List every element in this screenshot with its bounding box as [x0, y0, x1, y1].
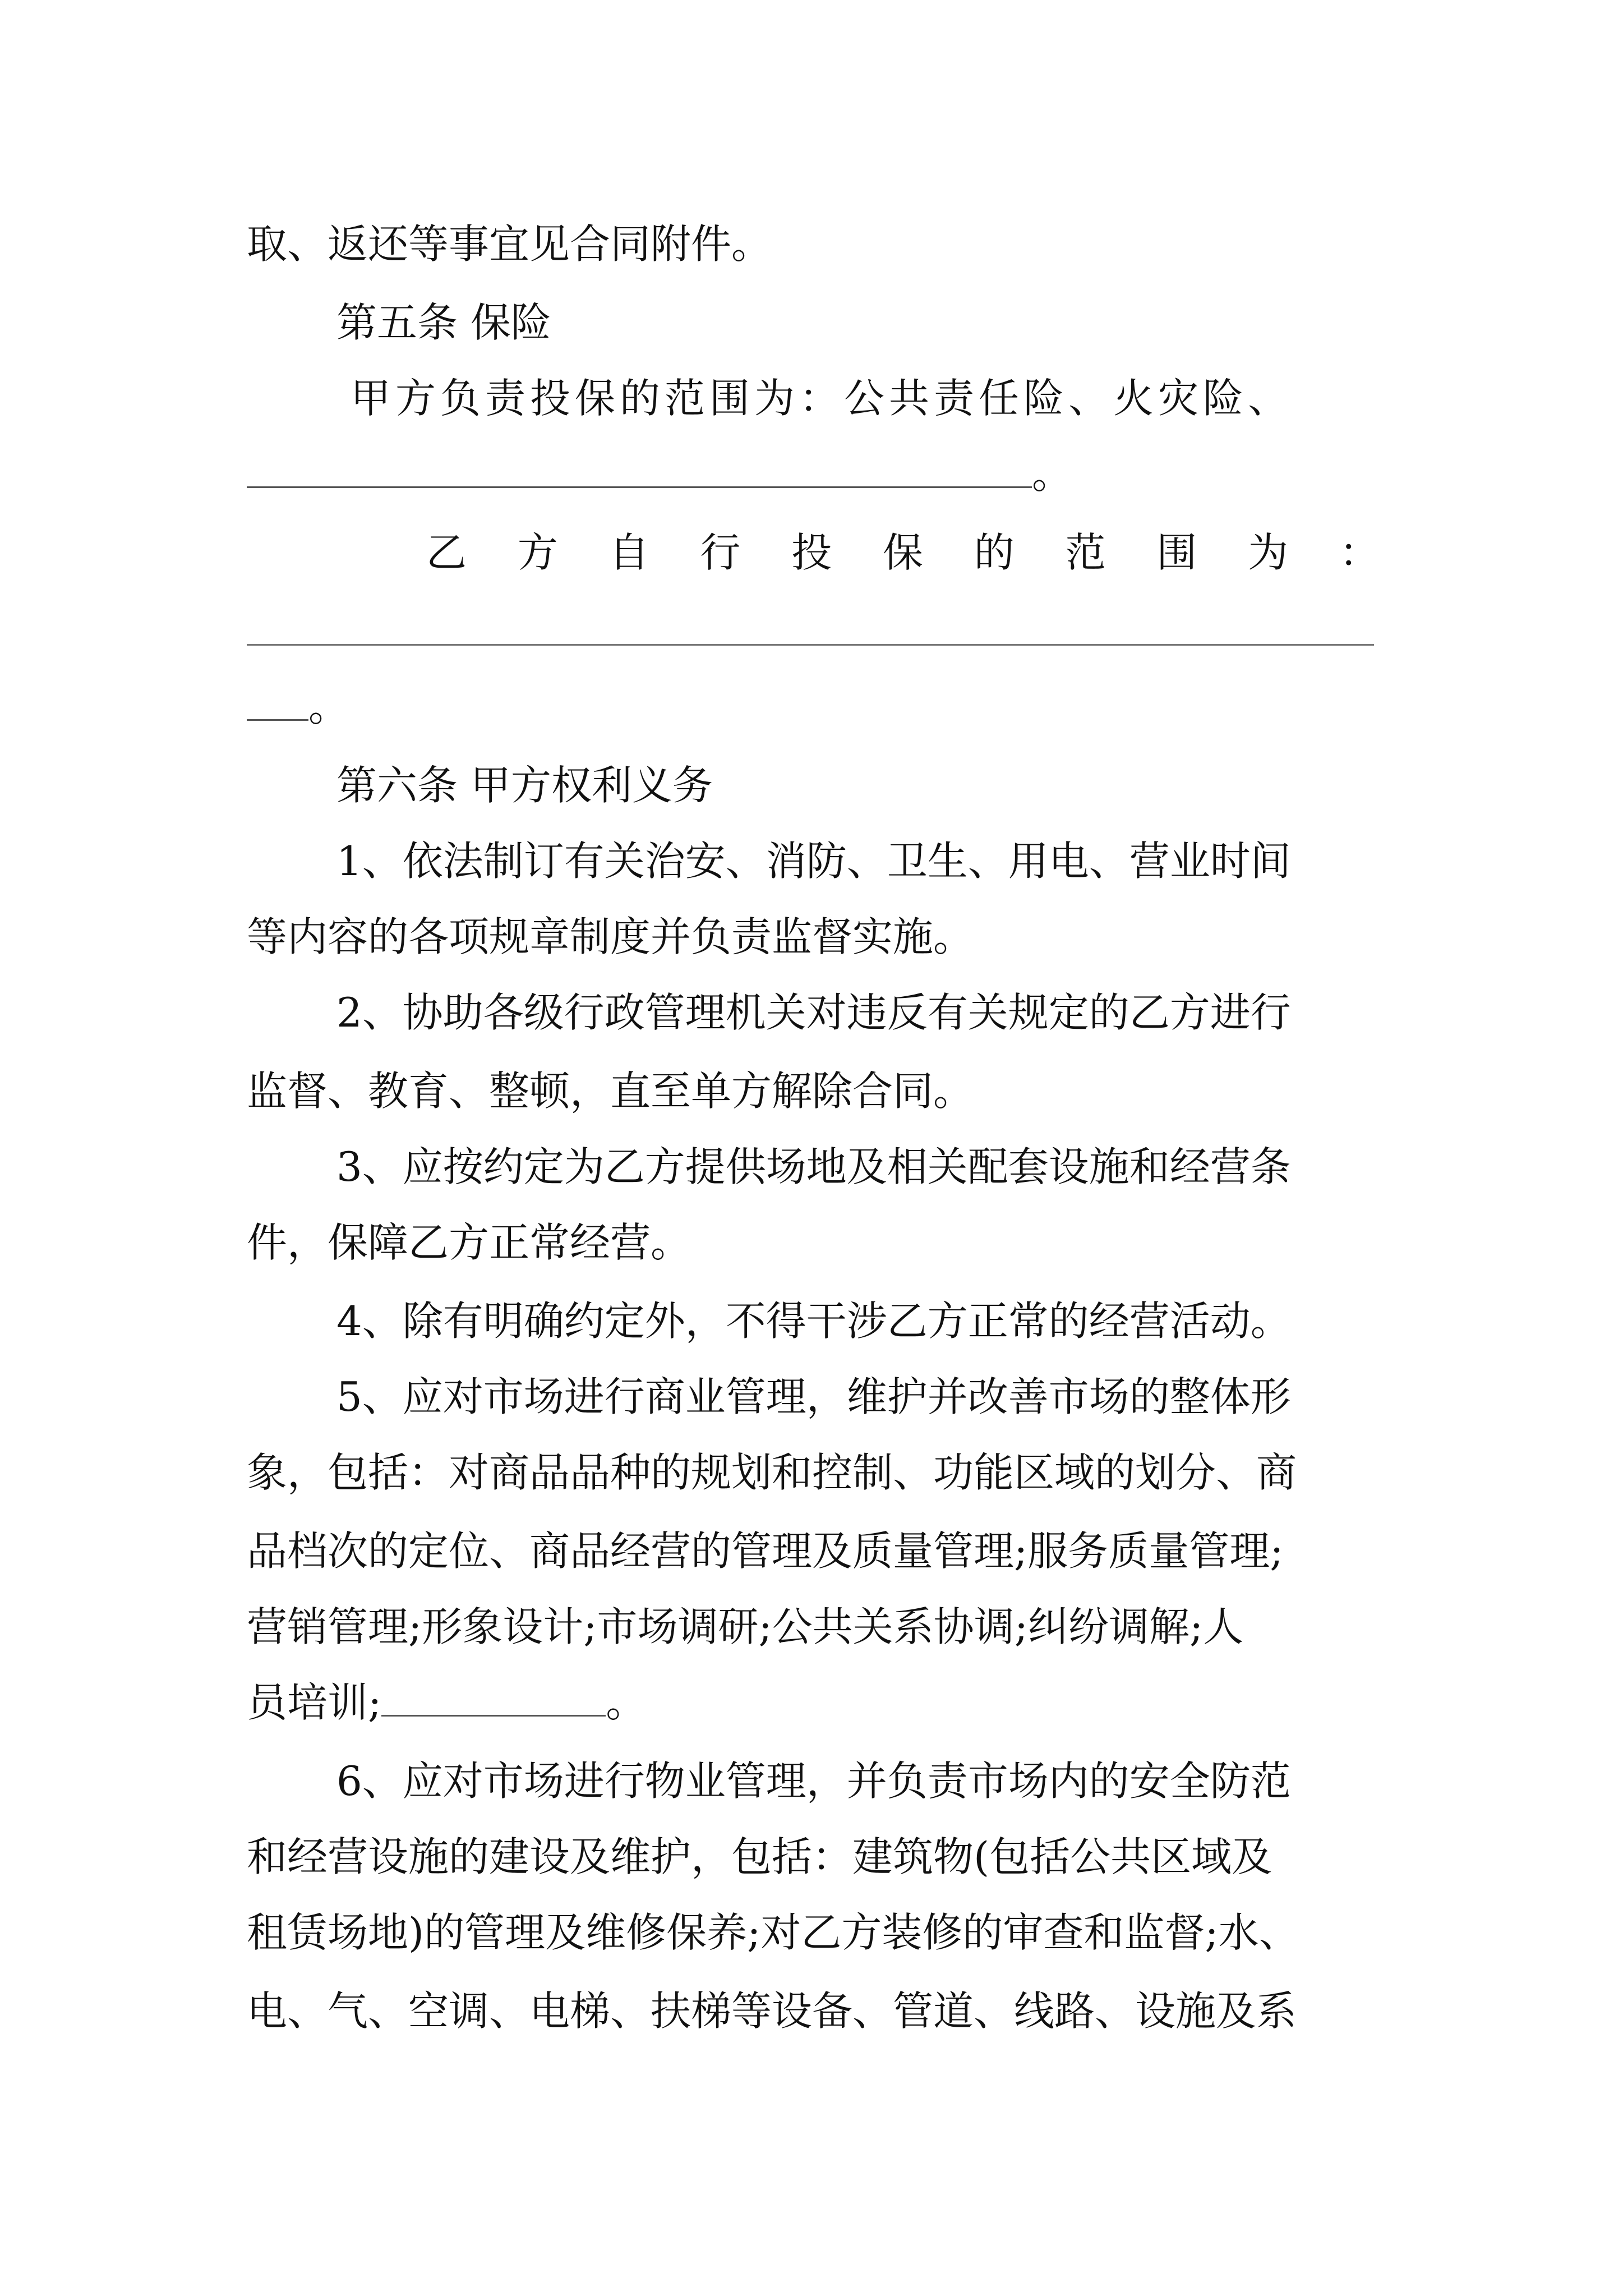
period: 。 [606, 1679, 647, 1726]
clause-5-line-2: 象，包括：对商品品种的规划和控制、功能区域的划分、商 [247, 1449, 1297, 1496]
spread-char: 投 [791, 529, 832, 576]
spread-char: ： [1339, 529, 1380, 576]
clause-6-line-4: 电、气、空调、电梯、扶梯等设备、管道、线路、设施及系 [247, 1987, 1297, 2035]
section-heading-6: 第六条 甲方权利义务 [336, 762, 713, 809]
spread-char: 乙 [426, 529, 467, 576]
clause-1-line-2: 等内容的各项规章制度并负责监督实施。 [247, 913, 974, 960]
text-line-6 [247, 679, 1385, 735]
spread-char: 范 [1065, 529, 1106, 576]
fill-blank [381, 1680, 606, 1717]
clause-5-line-3: 品档次的定位、商品经营的管理及质量管理;服务质量管理; [247, 1527, 1284, 1575]
clause-5-line-4: 营销管理;形象设计;市场调研;公共关系协调;纠纷调解;人 [247, 1603, 1244, 1650]
spread-char: 方 [517, 529, 558, 576]
clause-2-line-1: 2、协助各级行政管理机关对违反有关规定的乙方进行 [336, 989, 1291, 1036]
clause-5-line-5 [247, 1674, 1385, 1731]
clause-4-line-1: 4、除有明确约定外，不得干涉乙方正常的经营活动。 [336, 1297, 1291, 1345]
text-line-5 [426, 524, 1380, 581]
fill-blank [247, 684, 308, 721]
period: 。 [308, 683, 349, 730]
fill-blank [247, 452, 1032, 488]
clause-6-line-2: 和经营设施的建设及维护，包括：建筑物(包括公共区域及 [247, 1833, 1272, 1880]
fill-blank-line [247, 644, 1374, 646]
spread-char: 行 [700, 529, 741, 576]
text-line-3: 甲方负责投保的范围为：公共责任险、火灾险、 [351, 375, 1293, 422]
clause-5-line-1: 5、应对市场进行商业管理，维护并改善市场的整体形 [336, 1373, 1291, 1420]
clause-6-line-1: 6、应对市场进行物业管理，并负责市场内的安全防范 [336, 1757, 1291, 1805]
clause-3-line-1: 3、应按约定为乙方提供场地及相关配套设施和经营条 [336, 1143, 1291, 1190]
text-line-4 [247, 446, 1385, 502]
spread-char: 为 [1248, 529, 1289, 576]
section-heading-5: 第五条 保险 [336, 299, 551, 346]
clause-2-line-2: 监督、教育、整顿，直至单方解除合同。 [247, 1068, 974, 1115]
spread-char: 自 [608, 529, 649, 576]
spread-char: 围 [1156, 529, 1197, 576]
text-line-1: 取、返还等事宜见合同附件。 [247, 220, 772, 268]
spread-char: 的 [974, 529, 1015, 576]
clause-6-line-3: 租赁场地)的管理及维修保养;对乙方装修的审查和监督;水、 [247, 1909, 1299, 1956]
clause-1-line-1: 1、依法制订有关治安、消防、卫生、用电、营业时间 [336, 838, 1291, 885]
period: 。 [1032, 450, 1073, 498]
spread-char: 保 [882, 529, 923, 576]
clause-3-line-2: 件，保障乙方正常经营。 [247, 1219, 691, 1266]
clause-5-text: 员培训; [247, 1679, 382, 1726]
